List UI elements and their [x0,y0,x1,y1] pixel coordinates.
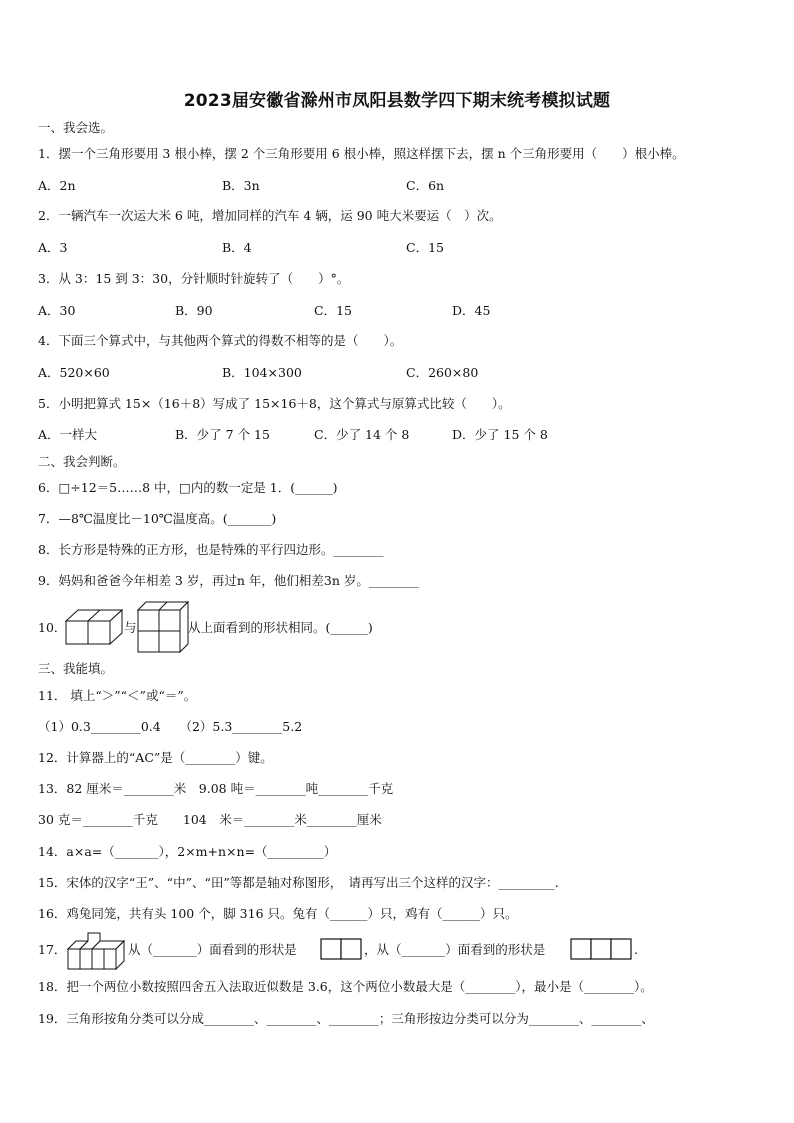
question-3: 3．从 3：15 到 3：30，分针顺时针旋转了（ ）°。 [38,271,350,286]
question-19: 19．三角形按角分类可以分成________、________、________；三角形按边分类可以分为________、________、 [38,1011,654,1026]
question-16: 16．鸡兔同笼，共有头 100 个，脚 316 只。兔有（______）只，鸡有（______）只。 [38,906,518,921]
q17-view-three-squares [570,938,634,960]
page-title: 2023届安徽省滁州市凤阳县数学四下期末统考模拟试题 [183,91,611,111]
q1-option-a: A．2n [38,178,76,193]
q3-option-c: C．15 [314,303,352,318]
question-11: 11． 填上“＞”“＜”或“＝”。 [38,688,197,703]
q3-option-a: A．30 [38,303,76,318]
q3-option-b: B．90 [175,303,213,318]
question-17-part2: ，从（_______）面看到的形状是 [364,942,546,957]
question-17-number: 17． [38,942,67,957]
question-4: 4．下面三个算式中，与其他两个算式的得数不相等的是（ ）。 [38,333,403,348]
question-11-sub: （1）0.3________0.4 （2）5.3________5.2 [38,719,303,734]
question-5: 5．小明把算式 15×（16＋8）写成了 15×16＋8，这个算式与原算式比较（ ）。 [38,396,511,411]
question-15: 15．宋体的汉字“王”、“中”、“田”等都是轴对称图形， 请再写出三个这样的汉字：_________. [38,875,559,890]
question-6: 6．□÷12＝5……8 中，□内的数一定是 1．(______) [38,480,338,495]
question-10-mid: 与 [124,620,137,635]
q17-view-two-squares [320,938,364,960]
q5-option-b: B．少了 7 个 15 [175,427,270,442]
section-heading-fill: 三、我能填。 [38,661,114,676]
q10-figure-cube-stack [136,600,190,654]
q4-option-c: C．260×80 [406,365,479,380]
q2-option-a: A．3 [38,240,68,255]
question-7: 7．—8℃温度比－10℃温度高。(_______) [38,511,277,526]
question-9: 9．妈妈和爸爸今年相差 3 岁，再过n 年，他们相差3n 岁。________ [38,573,419,588]
question-12: 12．计算器上的“AC”是（________）键。 [38,750,273,765]
question-10-text: 从上面看到的形状相同。(______) [188,620,373,635]
q2-option-b: B．4 [222,240,252,255]
question-13-line1: 13．82 厘米＝________米 9.08 吨＝________吨________千克 [38,781,394,796]
q10-figure-cubes-row [64,607,124,647]
question-2: 2．一辆汽车一次运大米 6 吨，增加同样的汽车 4 辆，运 90 吨大米要运（ ）次。 [38,208,502,223]
question-17-part1: 从（_______）面看到的形状是 [128,942,297,957]
q1-option-b: B．3n [222,178,260,193]
q5-option-d: D．少了 15 个 8 [452,427,548,442]
question-8: 8．长方形是特殊的正方形，也是特殊的平行四边形。________ [38,542,384,557]
question-10-number: 10． [38,620,67,635]
section-heading-choice: 一、我会选。 [38,120,114,135]
q1-option-c: C．6n [406,178,445,193]
q3-option-d: D．45 [452,303,491,318]
q4-option-a: A．520×60 [38,365,110,380]
question-1: 1．摆一个三角形要用 3 根小棒，摆 2 个三角形要用 6 根小棒，照这样摆下去，摆 n 个三角形要用（ ）根小棒。 [38,146,685,161]
q5-option-c: C．少了 14 个 8 [314,427,410,442]
q4-option-b: B．104×300 [222,365,302,380]
q17-figure-solid [64,931,128,971]
question-13-line2: 30 克＝________千克 104 米＝________米________厘米 [38,812,382,827]
question-17-end: . [634,942,638,957]
q2-option-c: C．15 [406,240,444,255]
q5-option-a: A．一样大 [38,427,98,442]
question-18: 18．把一个两位小数按照四舍五入法取近似数是 3.6，这个两位小数最大是（________），最小是（________）。 [38,979,653,994]
question-14: 14．a×a=（_______），2×m+n×n=（_________） [38,844,337,859]
section-heading-judge: 二、我会判断。 [38,454,126,469]
